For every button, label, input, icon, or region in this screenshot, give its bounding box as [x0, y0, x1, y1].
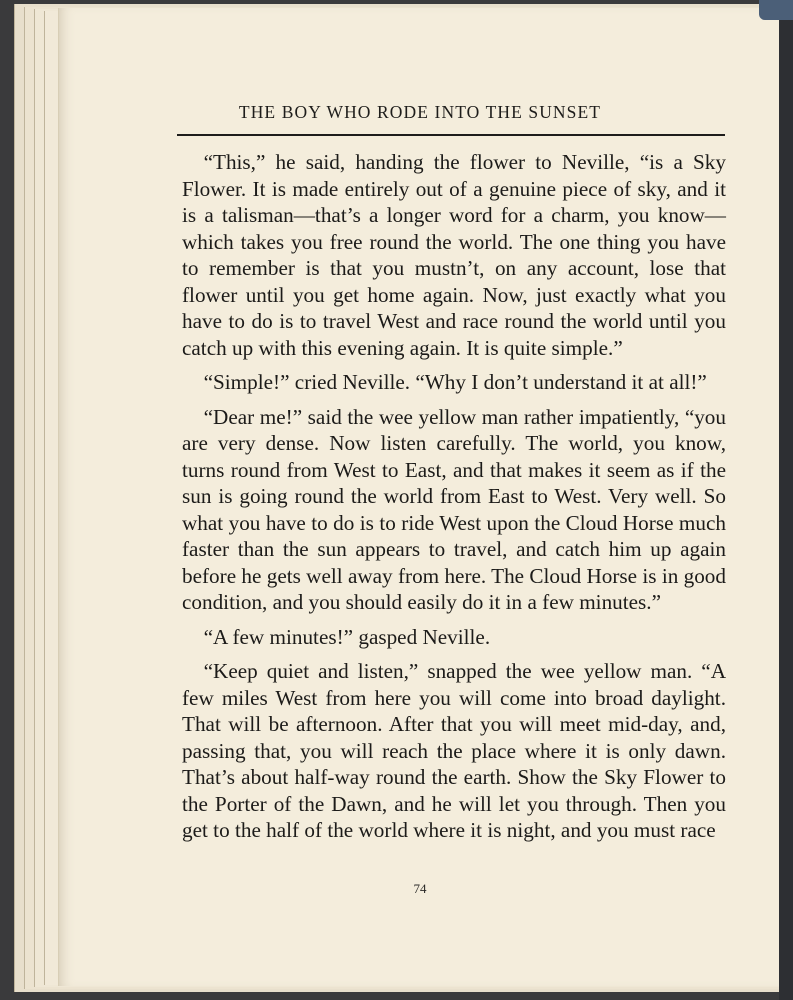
page-fore-edge [779, 0, 793, 1000]
paragraph: “Keep quiet and listen,” snapped the wee yellow man. “A few miles West from here you will come into broad daylight. That will be afternoon. After that you will meet mid-day, and, passing that, you will reach the place where it is only dawn. That’s about half-way round the earth. Show the Sky Flower to the Porter of the Dawn, and he will let you through. Then you get to the half of the world where it is night, and you must race [182, 659, 726, 842]
paragraph: “Dear me!” said the wee yellow man rather impatiently, “you are very dense. Now listen carefully. The world, you know, turns round from West to East, and that makes it seem as if the sun is going round the world from East to West. Very well. So what you have to do is to ride West upon the Cloud Horse much faster than the sun appears to travel, and catch him up again before he gets well away from here. The Cloud Horse is in good condition, and you should easily do it in a few minutes.” [182, 404, 726, 614]
body-text [182, 149, 726, 852]
paragraph: “This,” he said, handing the flower to Neville, “is a Sky Flower. It is made entirely out of a genuine piece of sky, and it is a talisman—that’s a longer word for a charm, you know—which takes you free round the world. The one thing you have to remember is that you mustn’t, on any account, lose that flower until you get home again. Now, just exactly what you have to do is to travel West and race round the world until you catch up with this evening again. It is quite simple.” [182, 150, 726, 360]
running-head: THE BOY WHO RODE INTO THE SUNSET [238, 102, 602, 122]
paragraph: “Simple!” cried Neville. “Why I don’t understand it at all!” [203, 370, 707, 394]
book-page [58, 8, 781, 986]
header-rule [177, 134, 725, 136]
cover-corner [759, 0, 793, 20]
paragraph: “A few minutes!” gasped Neville. [203, 624, 491, 649]
page-number: 74 [413, 881, 427, 896]
